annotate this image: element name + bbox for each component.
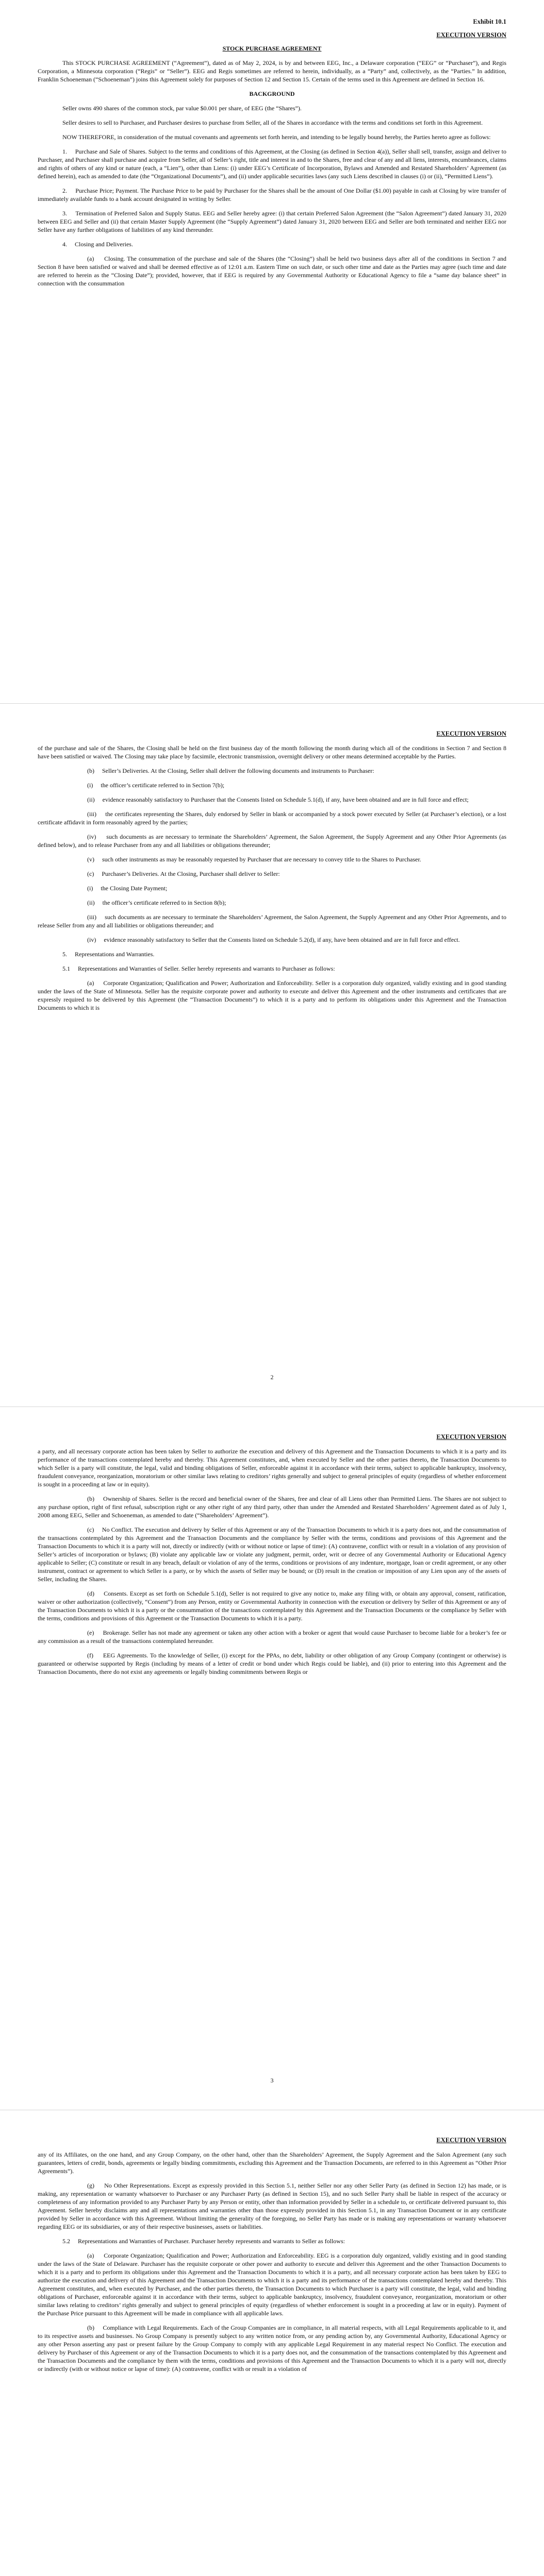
background-heading: BACKGROUND [249,90,295,97]
seller-delivery-ii: (ii) evidence reasonably satisfactory to Purchaser that the Consents listed on Schedule 5.1(d), if any, have been obtained and are in full force and effect; [87,796,469,803]
section-5-1f-eeg-agreements: (f) EEG Agreements. To the knowledge of Seller, (i) except for the PPAs, no debt, liability or other obligation of any Group Company (contingent or otherwise) is guaranteed or otherwise supported by Regis (including by means of a letter of credit or bond under which Regis could be liable), and (ii) prior to entering into this Agreement and the Transaction Documents, there do not exist any agreements or legally binding commitments between Regis or [38,1652,506,1675]
seller-delivery-iv: (iv) such documents as are necessary to terminate the Shareholders’ Agreement, the Salon Agreement, the Supply Agreement and any Other Prior Agreements (as defined below), and to release Purchaser from any and all liabilities or obligations thereunder; [38,833,506,849]
version-label: EXECUTION VERSION [436,31,506,39]
purchaser-delivery-iv: (iv) evidence reasonably satisfactory to Seller that the Consents listed on Schedule 5.2(d), if any, have been obtained and are in full force and effect. [87,936,460,943]
section-5-heading: 5. Representations and Warranties. [62,951,155,958]
section-1-purchase-and-sale: 1. Purchase and Sale of Shares. Subject to the terms and conditions of this Agreement, at the Closing (as defined in Section 4(a)), Seller shall sell, transfer, assign and deliver to Purchaser, and Purchaser shall purchase and acquire from Seller, all of Seller’s right, title and interest in and to the Shares, free and clear of any and all liens, interests, encumbrances, claims and rights of others of any kind or nature (each, a “Lien”), other than Liens: (i) under EEG’s Certificate of Incorporation, Bylaws and Amended and Restated Shareholders’ Agreement (as defined herein), each as amended to date (the “Organizational Documents”), and (ii) under applicable securities laws (any such Liens described in clauses (i) or (ii), “Permitted Liens”). [38,148,506,180]
exhibit-label: Exhibit 10.1 [473,18,506,25]
page-2-body [38,744,506,1018]
page-4-body [38,2150,506,2379]
purchaser-delivery-iii: (iii) such documents as are necessary to terminate the Shareholders’ Agreement, the Salon Agreement, the Supply Agreement and any Other Prior Agreements, and to release Seller from any and all liabilities or obligations thereunder; and [38,913,506,929]
version-label: EXECUTION VERSION [436,2137,506,2144]
section-5-2-purchaser-reps: 5.2 Representations and Warranties of Purchaser. Purchaser hereby represents and warrants to Seller as follows: [62,2238,345,2245]
section-3-termination: 3. Termination of Preferred Salon and Supply Status. EEG and Seller hereby agree: (i) that certain Preferred Salon Agreement (the “Salon Agreement”) dated January 31, 2020 between EEG and Seller and (ii) that certain Master Supply Agreement (the “Supply Agreement”) dated January 31, 2020 between EEG and Seller are both terminated and neither EEG nor Seller have any further obligations of liabilities of any kind thereunder. [38,210,506,233]
intro-paragraph: This STOCK PURCHASE AGREEMENT (“Agreement”), dated as of May 2, 2024, is by and between EEG, Inc., a Delaware corporation (“EEG” or “Purchaser”), and Regis Corporation, a Minnesota corporation (“Regis” or “Seller”). EEG and Regis sometimes are referred to herein, individually, as a “Party” and, collectively, as the “Parties.” In addition, Franklin Schoeneman (“Schoeneman”) joins this Agreement solely for purposes of Section 12 and Section 15. Certain of the terms used in this Agreement are defined in Section 16. [38,59,506,83]
agreement-title: STOCK PURCHASE AGREEMENT [222,45,322,52]
section-5-1g-no-other-reps: (g) No Other Representations. Except as expressly provided in this Section 5.1, neither Seller nor any other Seller Party (as defined in Section 12) has made, or is making, any representation or warranty whatsoever to Purchaser or any Purchaser Party (as defined in Section 15), and no such Seller Party shall be liable in respect of the accuracy or completeness of any information provided to any Purchaser Party by any Person or entity, other than information provided by Seller in a schedule to, or certificate delivered pursuant to, this Agreement. Seller hereby disclaims any and all representations and warranties other than those expressly provided in this Section 5.1, in any Transaction Document or in any certificate provided by Seller in accordance with this Agreement. Without limiting the generality of the foregoing, no Seller Party has made or is making any representations or warranty whatsoever regarding EEG or its subsidiaries, or any of their respective businesses, assets or liabilities. [38,2182,506,2230]
section-5-1-seller-reps: 5.1 Representations and Warranties of Seller. Seller hereby represents and warrants to Purchaser as follows: [62,965,335,972]
recital-paragraph: NOW THEREFORE, in consideration of the mutual covenants and agreements set forth herein, and intending to be legally bound hereby, the Parties hereto agree as follows: [62,133,491,141]
page-1-body [38,44,506,294]
seller-delivery-v: (v) such other instruments as may be reasonably requested by Purchaser that are necessary to convey title to the Shares to Purchaser. [87,856,421,863]
closing-continued: of the purchase and sale of the Shares, the Closing shall be held on the first business day of the month following the month during which all of the conditions in Section 7 and Section 8 have been satisfied or waived. The Closing may take place by facsimile, electronic transmission, overnight delivery or other means determined acceptable by the Parties. [38,744,506,760]
section-5-1e-brokerage: (e) Brokerage. Seller has not made any agreement or taken any other action with a broker or agent that would cause Purchaser to become liable for a broker’s fee or any commission as a result of the transactions contemplated hereunder. [38,1629,506,1645]
section-5-1c-no-conflict: (c) No Conflict. The execution and delivery by Seller of this Agreement or any of the Transaction Documents to which it is a party does not, and the consummation of the transactions contemplated by this Agreement and the Transaction Documents and the compliance by Seller with the terms, conditions and provisions of this Agreement and the Transaction Documents to which it is a party will not, directly or indirectly (with or without notice or lapse of time): (A) contravene, conflict with or result in a violation of any provision of Seller’s articles of incorporation or bylaws; (B) violate any applicable law or violate any judgment, permit, order, writ or decree of any Governmental Authority or Educational Agency applicable to Seller; (C) constitute or result in any breach, default or violation of any of the terms, conditions or provisions of any indenture, mortgage, loan or credit agreement, or any other instrument, contract or agreement to which Seller is a party, or by which the assets of Seller may be bound; or (D) result in the creation or imposition of any Lien upon any of the assets of Seller, including the Shares. [38,1526,506,1583]
page-1 [0,0,544,703]
purchaser-delivery-i: (i) the Closing Date Payment; [87,885,168,892]
section-4a-closing: (a) Closing. The consummation of the purchase and sale of the Shares (the “Closing”) shall be held two business days after all of the conditions in Section 7 and Section 8 have been satisfied or waived and shall be deemed effective as of 12:01 a.m. Eastern Time on such date, or such other time and date as the Parties may agree (such time and date are referred to herein as the “Closing Date”); provided, however, that if EEG is required by any Governmental Authority or Educational Agency to file a “same day balance sheet” in connection with the consummation [38,255,506,287]
section-5-1d-consents: (d) Consents. Except as set forth on Schedule 5.1(d), Seller is not required to give any notice to, make any filing with, or obtain any approval, consent, ratification, waiver or other authorization (collectively, “Consent”) from any Person, entity or Governmental Authority in connection with the execution or delivery by Seller of this Agreement or any of the Transaction Documents to which it is a party or the consummation of the transactions contemplated by this Agreement and the Transaction Documents or the compliance by Seller with the terms, conditions and provisions of this Agreement or the Transaction Documents to which it is a party. [38,1590,506,1622]
page-number: 3 [270,2077,274,2084]
page-2 [0,704,544,1406]
seller-delivery-i: (i) the officer’s certificate referred to in Section 7(b); [87,782,225,789]
page-number: 2 [270,1374,274,1381]
page-4 [0,2110,544,2576]
section-5-1a-corporate-organization: (a) Corporate Organization; Qualification and Power; Authorization and Enforceability. Seller is a corporation duly organized, validly existing and in good standing under the laws of the State of Minnesota. Seller has the requisite corporate power and authority to execute and deliver this Agreement and the other instruments and certificates that are expressly required to be delivered by this Agreement (the “Transaction Documents”) to which it is a party and to perform its obligations under this Agreement and the Transaction Documents to which it is [38,979,506,1011]
purchaser-delivery-ii: (ii) the officer’s certificate referred to in Section 8(b); [87,899,226,906]
section-5-2b-compliance: (b) Compliance with Legal Requirements. Each of the Group Companies are in compliance, in all material respects, with all Legal Requirements applicable to it, and to its respective assets and businesses. No Group Company is presently subject to any written notice from, or any pending action by, any Governmental Authority, Educational Agency or any other Person asserting any past or present failure by the Group Company to comply with any applicable Legal Requirement in any material respect No Conflict. The execution and delivery by Purchaser of this Agreement or any of the Transaction Documents to which it is a party does not, and the consummation of the transactions contemplated by this Agreement and the Transaction Documents and the compliance by them with the terms, conditions and provisions of this Agreement and the Transaction Documents to which it is a party will not, directly or indirectly (with or without notice or lapse of time): (A) contravene, conflict with or result in a violation of [38,2324,506,2372]
background-paragraph-2: Seller desires to sell to Purchaser, and Purchaser desires to purchase from Seller, all of the Shares in accordance with the terms and conditions set forth in this Agreement. [62,119,483,126]
page-3-body [38,1447,506,1682]
section-5-1b-ownership: (b) Ownership of Shares. Seller is the record and beneficial owner of the Shares, free and clear of all Liens other than Permitted Liens. The Shares are not subject to any purchase option, right of first refusal, subscription right or any other right of any third party, other than under the Amended and Restated Shareholders’ Agreement dated as of July 1, 2008 among EEG, Seller and Schoeneman, as amended to date (“Shareholders’ Agreement”). [38,1495,506,1519]
background-paragraph-1: Seller owns 490 shares of the common stock, par value $0.001 per share, of EEG (the “Shares”). [62,105,302,112]
eeg-agreements-continued: any of its Affiliates, on the one hand, and any Group Company, on the other hand, other than the Shareholders’ Agreement, the Supply Agreement and the Salon Agreement (any such guarantees, letters of credit, bonds, agreements or legally binding commitments, excluding this Agreement and the Transaction Documents, are referred to in this Agreement as “Other Prior Agreements”). [38,2151,506,2175]
page-3 [0,1407,544,2110]
section-4c-purchasers-deliveries: (c) Purchaser’s Deliveries. At the Closing, Purchaser shall deliver to Seller: [87,870,280,877]
version-label: EXECUTION VERSION [436,1433,506,1440]
version-label: EXECUTION VERSION [436,730,506,737]
corporate-organization-continued: a party, and all necessary corporate action has been taken by Seller to authorize the execution and delivery of this Agreement and the Transaction Documents to which it is a party and its performance of the transactions contemplated hereby and thereby. This Agreement constitutes, and, when executed by Seller and the other parties thereto, the Transaction Documents to which Seller is a party will constitute, the legal, valid and binding obligations of Seller, enforceable against it in accordance with their terms, subject to applicable bankruptcy, insolvency, fraudulent conveyance, reorganization, moratorium or other similar laws relating to creditors’ rights generally and subject to general principles of equity (regardless of whether enforcement is sought in a proceeding at law or in equity). [38,1448,506,1488]
seller-delivery-iii: (iii) the certificates representing the Shares, duly endorsed by Seller in blank or accompanied by a stock power executed by Seller (at Purchaser’s election), or a lost certificate affidavit in form reasonably agreed by the parties; [38,810,506,826]
section-4-heading: 4. Closing and Deliveries. [62,241,133,248]
section-5-2a-corporate-organization: (a) Corporate Organization; Qualification and Power; Authorization and Enforceability. EEG is a corporation duly organized, validly existing and in good standing under the laws of the State of Delaware. Purchaser has the requisite corporate or other power and authority to execute and deliver this Agreement and the other Transaction Documents to which it is a party and to perform its obligations under this Agreement and the Transaction Documents to which it is a party, and all necessary corporate action has been taken by EEG to authorize the execution and delivery of this Agreement and the Transaction Documents to which it is a party and its performance of the transactions contemplated hereby and thereby. This Agreement constitutes, and, when executed by Purchaser, and the other parties thereto, the Transaction Documents to which Purchaser is a party will constitute, the legal, valid and binding obligations of Purchaser, enforceable against it in accordance with their terms, subject to applicable bankruptcy, insolvency, fraudulent conveyance, reorganization, moratorium or other similar laws relating to creditors’ rights generally and subject to general principles of equity (regardless of whether enforcement is sought in a proceeding at law or in equity). Payment of the Purchase Price pursuant to this Agreement will be made in compliance with all applicable laws. [38,2252,506,2317]
section-2-purchase-price: 2. Purchase Price; Payment. The Purchase Price to be paid by Purchaser for the Shares shall be the amount of One Dollar ($1.00) payable in cash at Closing by wire transfer of immediately available funds to a bank account designated in writing by Seller. [38,187,506,202]
section-4b-sellers-deliveries: (b) Seller’s Deliveries. At the Closing, Seller shall deliver the following documents and instruments to Purchaser: [87,767,374,774]
